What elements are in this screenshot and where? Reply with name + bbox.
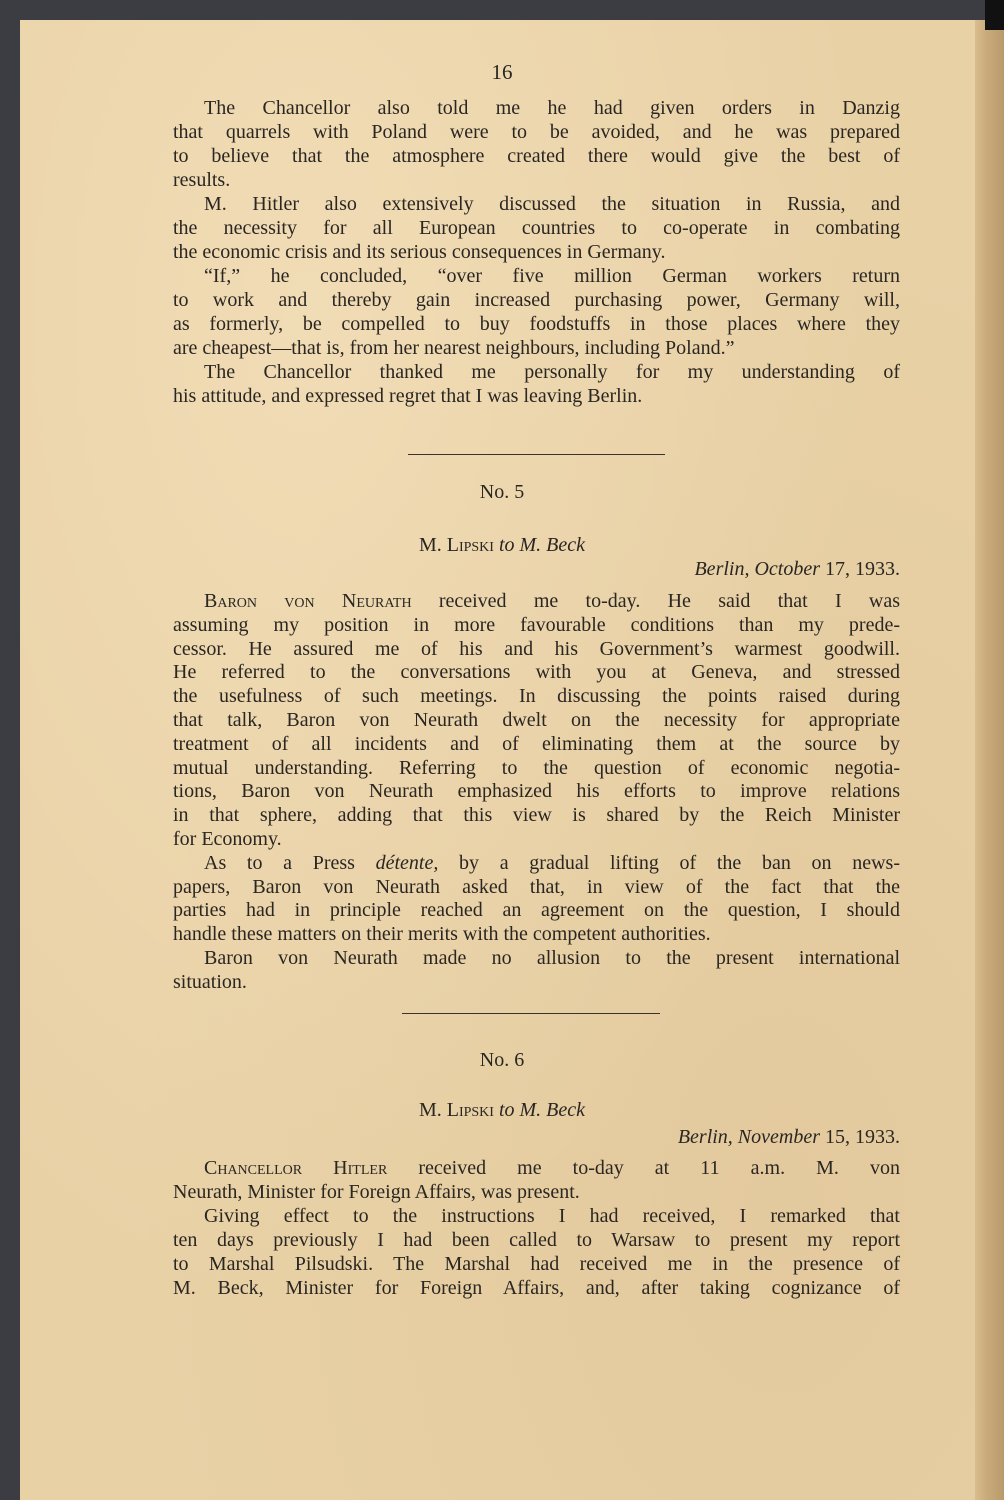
text-line — [173, 1276, 900, 1300]
text-run: to M. Beck — [493, 534, 586, 556]
text-run: Neurath, Minister for Foreign Affairs, was present. — [173, 1181, 580, 1203]
scan-border — [985, 0, 1004, 30]
text-run: M. — [418, 1099, 447, 1121]
text-line — [173, 923, 900, 947]
text-run: results. — [173, 169, 231, 191]
text-run: to work and thereby gain increased purchasing power, Germany will, — [173, 289, 900, 311]
text-line — [173, 360, 900, 384]
text-run: situation. — [173, 970, 247, 993]
text-line — [173, 264, 900, 288]
text-run: 17, 1933. — [820, 558, 900, 580]
text-line — [173, 971, 900, 995]
text-line — [173, 120, 900, 144]
text-line — [173, 312, 900, 336]
letter-heading — [0, 534, 1004, 557]
text-line — [173, 336, 900, 360]
text-line — [173, 661, 900, 685]
text-run: to M. Beck — [493, 1099, 586, 1121]
text-run: M. — [418, 534, 447, 556]
text-line — [173, 852, 900, 876]
text-line — [173, 96, 900, 120]
text-run: Berlin, November — [677, 1126, 820, 1148]
text-run: “If,” he concluded, “over five million German workers return — [204, 265, 900, 287]
text-run: the usefulness of such meetings. In discussing the points raised during — [173, 685, 900, 708]
text-line — [173, 144, 900, 168]
text-run: that quarrels with Poland were to be avoided, and he was prepared — [173, 121, 900, 143]
text-run: He referred to the conversations with you at Geneva, and stressed — [173, 661, 900, 684]
text-line — [173, 240, 900, 264]
text-run: assuming my position in more favourable conditions than my prede- — [173, 613, 900, 636]
text-line — [173, 757, 900, 781]
text-run: for Economy. — [173, 827, 282, 850]
text-line — [173, 709, 900, 733]
text-run: M. Beck, Minister for Foreign Affairs, and, after taking cognizance of — [173, 1277, 900, 1299]
text-run: that talk, Baron von Neurath dwelt on the necessity for appropriate — [173, 708, 900, 731]
text-run: received me to-day. He said that I was — [411, 590, 900, 612]
text-run: handle these matters on their merits with the competent authorities. — [173, 923, 711, 946]
text-line — [173, 216, 900, 240]
letter-dateline — [694, 558, 900, 581]
text-line — [173, 590, 900, 614]
document-number: No. 5 — [479, 481, 525, 503]
text-run: tions, Baron von Neurath emphasized his efforts to improve relations — [173, 780, 900, 803]
text-line — [173, 192, 900, 216]
text-line — [173, 899, 900, 923]
text-run: received me to-day at 11 a.m. M. von — [387, 1157, 900, 1179]
text-line — [173, 876, 900, 900]
page-edge — [975, 20, 1004, 1500]
text-run: in that sphere, adding that this view is shared by the Reich Minister — [173, 804, 900, 827]
continuation-text — [173, 96, 900, 408]
text-run: Baron von Neurath — [204, 590, 412, 612]
text-run: As to a Press — [204, 851, 376, 874]
letter-heading — [0, 1099, 1004, 1122]
text-line — [173, 1180, 900, 1204]
text-run: détente, — [375, 851, 439, 874]
text-run: Berlin, October — [694, 558, 820, 580]
text-line — [173, 638, 900, 662]
text-line — [173, 947, 900, 971]
text-run: ten days previously I had been called to Warsaw to present my report — [173, 1229, 900, 1251]
text-run: The Chancellor thanked me personally for my understanding of — [204, 361, 900, 383]
text-line — [173, 1204, 900, 1228]
section-divider — [408, 454, 665, 455]
text-line — [173, 804, 900, 828]
text-run: the economic crisis and its serious consequences in Germany. — [173, 241, 666, 263]
text-run: mutual understanding. Referring to the question of economic negotia- — [173, 756, 900, 779]
text-run: parties had in principle reached an agreement on the question, I should — [173, 899, 900, 922]
text-run: treatment of all incidents and of eliminating them at the source by — [173, 732, 900, 755]
text-line — [173, 614, 900, 638]
text-run: 15, 1933. — [820, 1126, 900, 1148]
text-run: Lipski — [446, 1099, 494, 1121]
text-run: the necessity for all European countries to co-operate in combating — [173, 217, 900, 239]
letter-dateline — [678, 1126, 900, 1149]
text-run: The Chancellor also told me he had given orders in Danzig — [204, 97, 900, 119]
text-line — [173, 828, 900, 852]
text-run: cessor. He assured me of his and his Government’s warmest goodwill. — [173, 637, 900, 660]
text-line — [173, 288, 900, 312]
text-run: by a gradual lifting of the ban on news- — [438, 851, 900, 874]
text-run: Chancellor Hitler — [204, 1157, 388, 1179]
text-line — [173, 685, 900, 709]
document-number: No. 6 — [479, 1049, 525, 1071]
text-run: Lipski — [446, 534, 494, 556]
letter-body — [173, 590, 900, 995]
text-line — [173, 168, 900, 192]
text-line — [173, 384, 900, 408]
text-line — [173, 1156, 900, 1180]
text-line — [173, 780, 900, 804]
text-run: are cheapest—that is, from her nearest neighbours, including Poland.” — [173, 337, 735, 359]
text-run: to believe that the atmosphere created there would give the best of — [173, 145, 900, 167]
text-run: as formerly, be compelled to buy foodstuffs in those places where they — [173, 313, 900, 335]
text-run: M. Hitler also extensively discussed the situation in Russia, and — [204, 193, 900, 215]
letter-body — [173, 1156, 900, 1300]
text-run: Giving effect to the instructions I had received, I remarked that — [204, 1205, 900, 1227]
text-line — [173, 1252, 900, 1276]
text-run: to Marshal Pilsudski. The Marshal had received me in the presence of — [173, 1253, 900, 1275]
text-run: Baron von Neurath made no allusion to the present international — [204, 946, 900, 969]
text-run: his attitude, and expressed regret that I was leaving Berlin. — [173, 385, 643, 407]
section-divider — [402, 1013, 660, 1014]
text-line — [173, 733, 900, 757]
text-line — [173, 1228, 900, 1252]
text-run: papers, Baron von Neurath asked that, in view of the fact that the — [173, 875, 900, 898]
page-number: 16 — [491, 60, 513, 84]
